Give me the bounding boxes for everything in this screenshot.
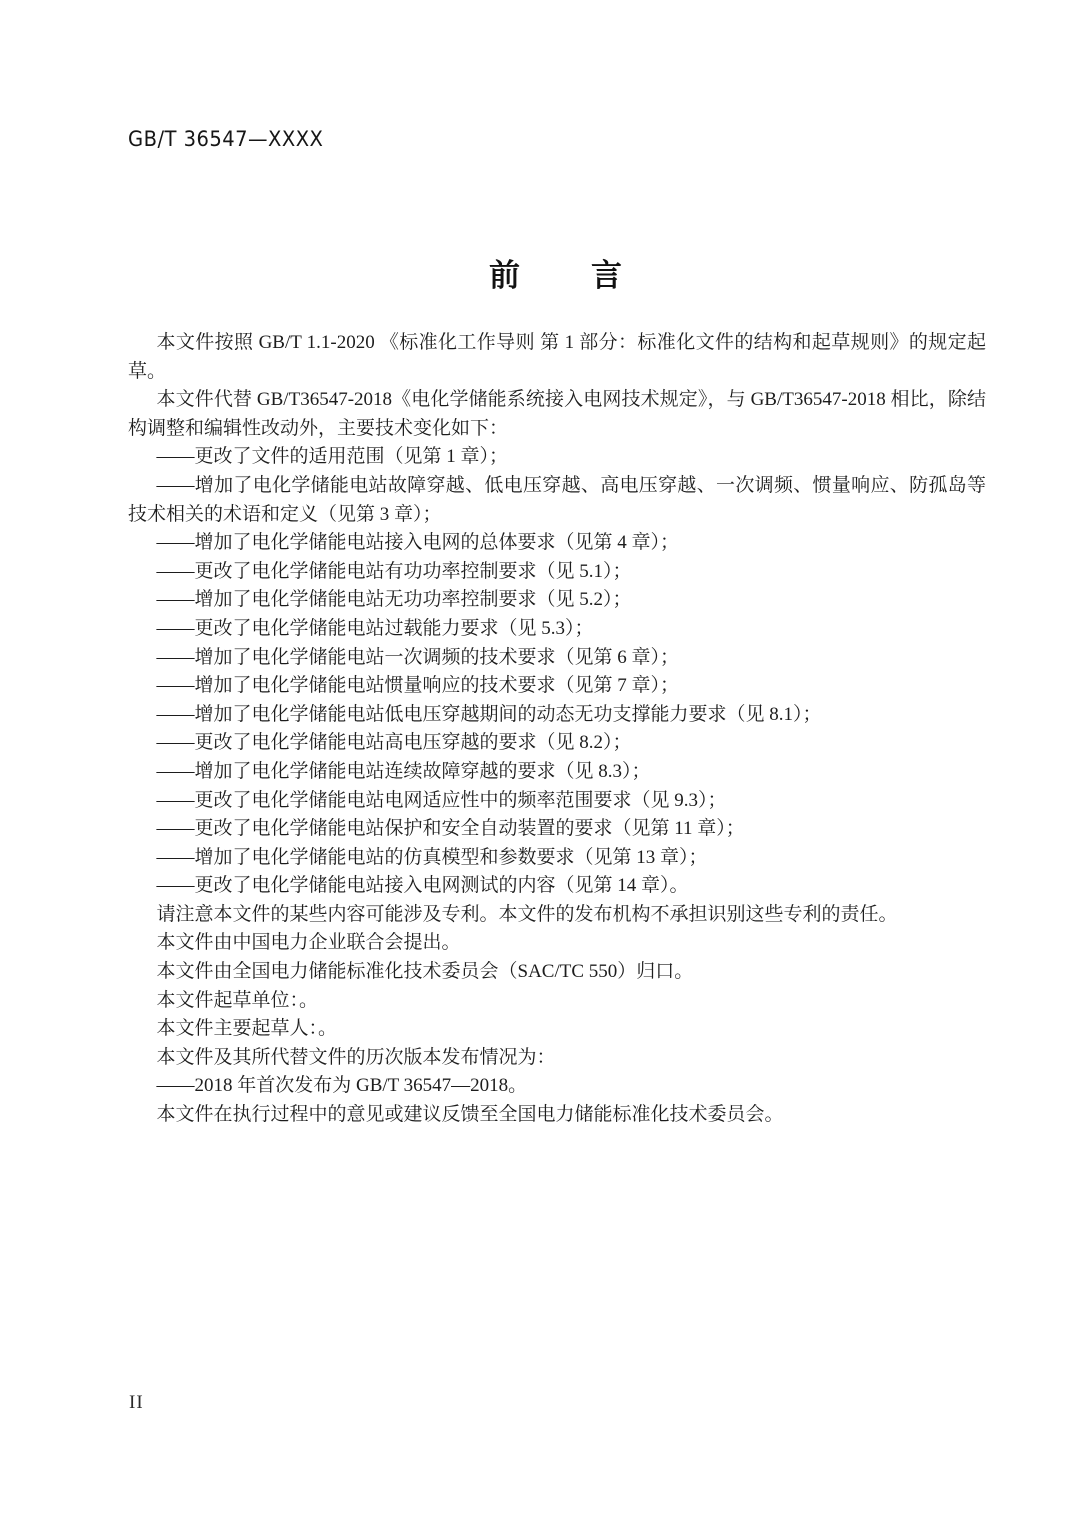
change-list-item: ——更改了电化学储能电站有功功率控制要求（见 5.1）； xyxy=(156,560,632,582)
page-number: II xyxy=(129,1392,144,1413)
paragraph-feedback: 本文件在执行过程中的意见或建议反馈至全国电力储能标准化技术委员会。 xyxy=(156,1104,784,1126)
change-list-item: ——增加了电化学储能电站的仿真模型和参数要求（见第 13 章）； xyxy=(156,846,708,868)
paragraph-basis: 本文件按照 GB/T 1.1-2020 《标准化工作导则 第 1 部分：标准化文件的结构和起草规则》的规定起草。 xyxy=(128,332,986,382)
change-list-item: ——增加了电化学储能电站无功功率控制要求（见 5.2）； xyxy=(156,589,632,611)
change-list-item: ——更改了电化学储能电站接入电网测试的内容（见第 14 章）。 xyxy=(156,875,689,897)
change-list-item: ——增加了电化学储能电站一次调频的技术要求（见第 6 章）； xyxy=(156,646,680,668)
paragraph-drafting-org: 本文件起草单位：。 xyxy=(156,989,319,1011)
paragraph-replaces: 本文件代替 GB/T36547-2018《电化学储能系统接入电网技术规定》，与 GB/T36547-2018 相比，除结构调整和编辑性改动外，主要技术变化如下： xyxy=(128,389,986,439)
paragraph-committee: 本文件由全国电力储能标准化技术委员会（SAC/TC 550）归口。 xyxy=(156,961,694,983)
change-list-item: ——更改了电化学储能电站电网适应性中的频率范围要求（见 9.3）； xyxy=(156,789,727,811)
paragraph-version-history: 本文件及其所代替文件的历次版本发布情况为： xyxy=(156,1046,556,1068)
change-list-item: ——增加了电化学储能电站连续故障穿越的要求（见 8.3）； xyxy=(156,760,651,782)
foreword-body xyxy=(128,329,986,1130)
paragraph-proposed-by: 本文件由中国电力企业联合会提出。 xyxy=(156,932,461,954)
page-title: 前 言 xyxy=(489,257,625,294)
change-list-item: ——更改了文件的适用范围（见第 1 章）； xyxy=(156,446,509,468)
change-list-item: ——增加了电化学储能电站低电压穿越期间的动态无功支撑能力要求（见 8.1）； xyxy=(156,703,822,725)
change-list-item: ——更改了电化学储能电站保护和安全自动装置的要求（见第 11 章）； xyxy=(156,818,745,840)
standard-code-header: GB/T 36547—XXXX xyxy=(128,127,324,151)
version-history-item: ——2018 年首次发布为 GB/T 36547—2018。 xyxy=(156,1075,528,1097)
change-list-item: ——增加了电化学储能电站故障穿越、低电压穿越、高电压穿越、一次调频、惯量响应、防孤岛等技术相关的术语和定义（见第 3 章）； xyxy=(128,474,986,525)
change-list-item: ——更改了电化学储能电站高电压穿越的要求（见 8.2）； xyxy=(156,732,632,754)
paragraph-drafters: 本文件主要起草人：。 xyxy=(156,1018,338,1040)
change-list-item: ——增加了电化学储能电站接入电网的总体要求（见第 4 章）； xyxy=(156,532,680,554)
change-list-item: ——更改了电化学储能电站过载能力要求（见 5.3）； xyxy=(156,617,594,639)
change-list-item: ——增加了电化学储能电站惯量响应的技术要求（见第 7 章）； xyxy=(156,675,680,697)
paragraph-patent-notice: 请注意本文件的某些内容可能涉及专利。本文件的发布机构不承担识别这些专利的责任。 xyxy=(156,903,898,925)
